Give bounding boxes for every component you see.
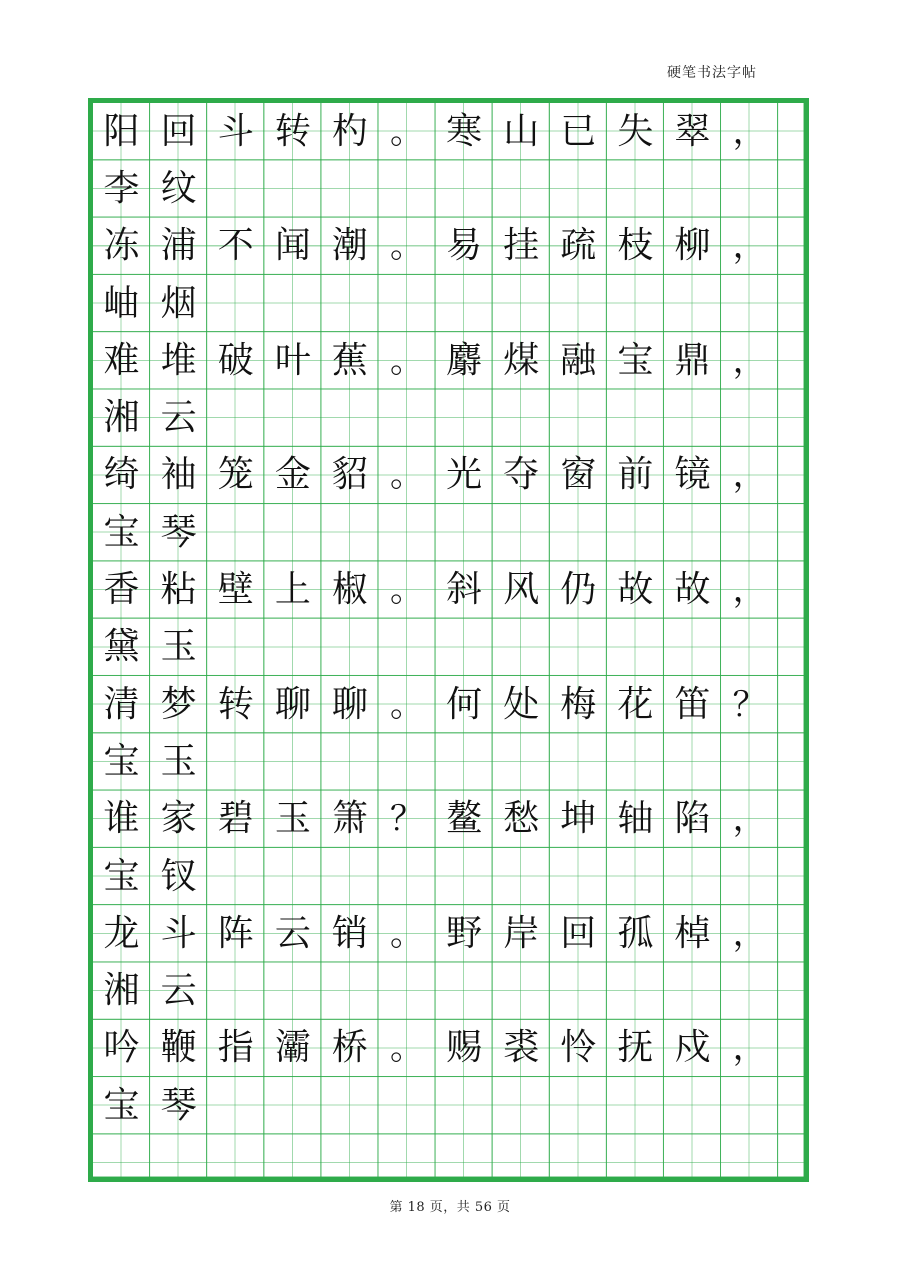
grid-character: 轴 xyxy=(617,798,654,840)
grid-character: 桥 xyxy=(331,1027,368,1069)
grid-character: 融 xyxy=(560,339,597,381)
grid-character: 云 xyxy=(274,912,311,954)
grid-character: 香 xyxy=(103,569,140,611)
page-number: 第 18 页，共 56 页 xyxy=(389,1200,511,1215)
grid-character: 琴 xyxy=(160,1084,197,1126)
grid-row xyxy=(93,848,804,905)
grid-character: 家 xyxy=(160,798,197,840)
grid-row xyxy=(93,275,804,332)
grid-character: 柳 xyxy=(674,225,711,267)
grid-character: 吟 xyxy=(103,1027,140,1069)
grid-character: 闻 xyxy=(274,225,311,267)
grid-character: 破 xyxy=(217,339,254,381)
grid-character: 钗 xyxy=(160,855,197,897)
grid-row xyxy=(93,676,804,733)
grid-character: 椒 xyxy=(331,569,368,611)
grid-character: 烟 xyxy=(160,282,197,324)
grid-character: 转 xyxy=(217,683,254,725)
grid-character: 处 xyxy=(503,683,540,725)
grid-character: 挂 xyxy=(503,225,540,267)
grid-character: 麝 xyxy=(446,339,483,381)
grid-character: 龙 xyxy=(103,912,140,954)
grid-character: 壁 xyxy=(217,569,254,611)
grid-row xyxy=(93,619,804,676)
grid-character: 谁 xyxy=(103,798,140,840)
grid-character: 怜 xyxy=(560,1027,597,1069)
grid-character: 指 xyxy=(217,1027,254,1069)
grid-character: 斗 xyxy=(160,912,197,954)
grid-character: 镜 xyxy=(674,454,711,496)
grid-character: 何 xyxy=(446,683,483,725)
grid-character: 阵 xyxy=(217,912,254,954)
grid-character: 野 xyxy=(446,912,483,954)
grid-character: 浦 xyxy=(160,225,197,267)
grid-character: 粘 xyxy=(160,569,197,611)
grid-row xyxy=(93,160,804,217)
grid-character: 玉 xyxy=(160,626,197,668)
grid-character: 转 xyxy=(274,110,311,152)
grid-character: 杓 xyxy=(331,110,368,152)
grid-character: 寒 xyxy=(446,110,483,152)
grid-character: 冻 xyxy=(103,225,140,267)
grid-character: 陷 xyxy=(674,798,711,840)
grid-character: 疏 xyxy=(560,225,597,267)
grid-character: 湘 xyxy=(103,397,140,439)
grid-character: ， xyxy=(732,1028,767,1069)
grid-character: 鞭 xyxy=(160,1027,197,1069)
grid-row xyxy=(93,390,804,447)
grid-row xyxy=(93,1077,804,1134)
grid-character: 光 xyxy=(446,454,483,496)
grid-character: ， xyxy=(732,111,767,152)
grid-character: 袖 xyxy=(160,454,197,496)
grid-character: 。 xyxy=(390,570,425,611)
grid-character: 李 xyxy=(103,167,140,209)
grid-row xyxy=(93,733,804,790)
grid-character: 已 xyxy=(560,110,597,152)
grid-character: 易 xyxy=(446,225,483,267)
grid-character: 回 xyxy=(560,912,597,954)
grid-character: 风 xyxy=(503,569,540,611)
grid-character: 山 xyxy=(503,110,540,152)
calligraphy-grid xyxy=(88,98,809,1182)
grid-character: 。 xyxy=(390,913,425,954)
grid-character: 宝 xyxy=(103,1084,140,1126)
grid-character: 碧 xyxy=(217,798,254,840)
grid-character: 花 xyxy=(617,683,654,725)
grid-character: 貂 xyxy=(331,454,368,496)
grid-row xyxy=(93,103,804,160)
grid-character: 抚 xyxy=(617,1027,654,1069)
grid-character: 蕉 xyxy=(331,339,368,381)
grid-character: 。 xyxy=(390,684,425,725)
grid-character: 。 xyxy=(390,455,425,496)
grid-character: 玉 xyxy=(160,740,197,782)
grid-character: 灞 xyxy=(274,1027,311,1069)
grid-character: 箫 xyxy=(331,798,368,840)
grid-character: 棹 xyxy=(674,912,711,954)
grid-character: ， xyxy=(732,455,767,496)
grid-character: 孤 xyxy=(617,912,654,954)
grid-row xyxy=(93,218,804,275)
grid-character: 聊 xyxy=(274,683,311,725)
grid-row xyxy=(93,791,804,848)
grid-character: 宝 xyxy=(103,740,140,782)
grid-character: 赐 xyxy=(446,1027,483,1069)
grid-character: 岸 xyxy=(503,912,540,954)
grid-character: ？ xyxy=(390,799,425,840)
grid-character: 坤 xyxy=(560,798,597,840)
grid-character: 湘 xyxy=(103,970,140,1012)
grid-character: 宝 xyxy=(617,339,654,381)
grid-character: 回 xyxy=(160,110,197,152)
grid-character: 难 xyxy=(103,339,140,381)
grid-character: 宝 xyxy=(103,511,140,553)
grid-character: 失 xyxy=(617,110,654,152)
grid-character: ？ xyxy=(732,684,767,725)
grid-character: 前 xyxy=(617,454,654,496)
grid-character: 鳌 xyxy=(446,798,483,840)
grid-character: ， xyxy=(732,226,767,267)
grid-character: 云 xyxy=(160,397,197,439)
grid-row xyxy=(93,963,804,1020)
header-title: 硬笔书法字帖 xyxy=(667,65,757,81)
grid-character: 黛 xyxy=(103,626,140,668)
grid-character: 玉 xyxy=(274,798,311,840)
grid-character: 不 xyxy=(217,225,254,267)
grid-character: 裘 xyxy=(503,1027,540,1069)
grid-character: 堆 xyxy=(160,339,197,381)
grid-character: 斗 xyxy=(217,110,254,152)
grid-character: 。 xyxy=(390,226,425,267)
grid-character: 夺 xyxy=(503,454,540,496)
grid-character: 窗 xyxy=(560,454,597,496)
grid-row xyxy=(93,332,804,389)
grid-character: 琴 xyxy=(160,511,197,553)
grid-character: 煤 xyxy=(503,339,540,381)
grid-character: 宝 xyxy=(103,855,140,897)
grid-character: 。 xyxy=(390,111,425,152)
grid-character: 翠 xyxy=(674,110,711,152)
grid-character: 笛 xyxy=(674,683,711,725)
grid-character: 上 xyxy=(274,569,311,611)
grid-character: 销 xyxy=(331,912,368,954)
grid-character: ， xyxy=(732,340,767,381)
grid-character: 愁 xyxy=(503,798,540,840)
grid-character: 岫 xyxy=(103,282,140,324)
grid-character: ， xyxy=(732,799,767,840)
grid-character: 阳 xyxy=(103,110,140,152)
grid-character: 金 xyxy=(274,454,311,496)
grid-character: 故 xyxy=(674,569,711,611)
grid-character: 绮 xyxy=(103,454,140,496)
grid-character: 戍 xyxy=(674,1027,711,1069)
grid-character: 叶 xyxy=(274,339,311,381)
grid-row xyxy=(93,504,804,561)
grid-character: 故 xyxy=(617,569,654,611)
grid-character: 。 xyxy=(390,1028,425,1069)
grid-character: 潮 xyxy=(331,225,368,267)
grid-character: 纹 xyxy=(160,167,197,209)
grid-rows xyxy=(93,103,804,1177)
grid-character: ， xyxy=(732,913,767,954)
grid-character: 。 xyxy=(390,340,425,381)
grid-character: 枝 xyxy=(617,225,654,267)
grid-character: ， xyxy=(732,570,767,611)
grid-row xyxy=(93,1020,804,1077)
grid-character: 仍 xyxy=(560,569,597,611)
grid-row xyxy=(93,905,804,962)
grid-character: 清 xyxy=(103,683,140,725)
grid-row xyxy=(93,561,804,618)
grid-character: 鼎 xyxy=(674,339,711,381)
grid-character: 笼 xyxy=(217,454,254,496)
grid-character: 梦 xyxy=(160,683,197,725)
grid-character: 云 xyxy=(160,970,197,1012)
grid-character: 斜 xyxy=(446,569,483,611)
grid-row xyxy=(93,447,804,504)
grid-character: 梅 xyxy=(560,683,597,725)
grid-character: 聊 xyxy=(331,683,368,725)
